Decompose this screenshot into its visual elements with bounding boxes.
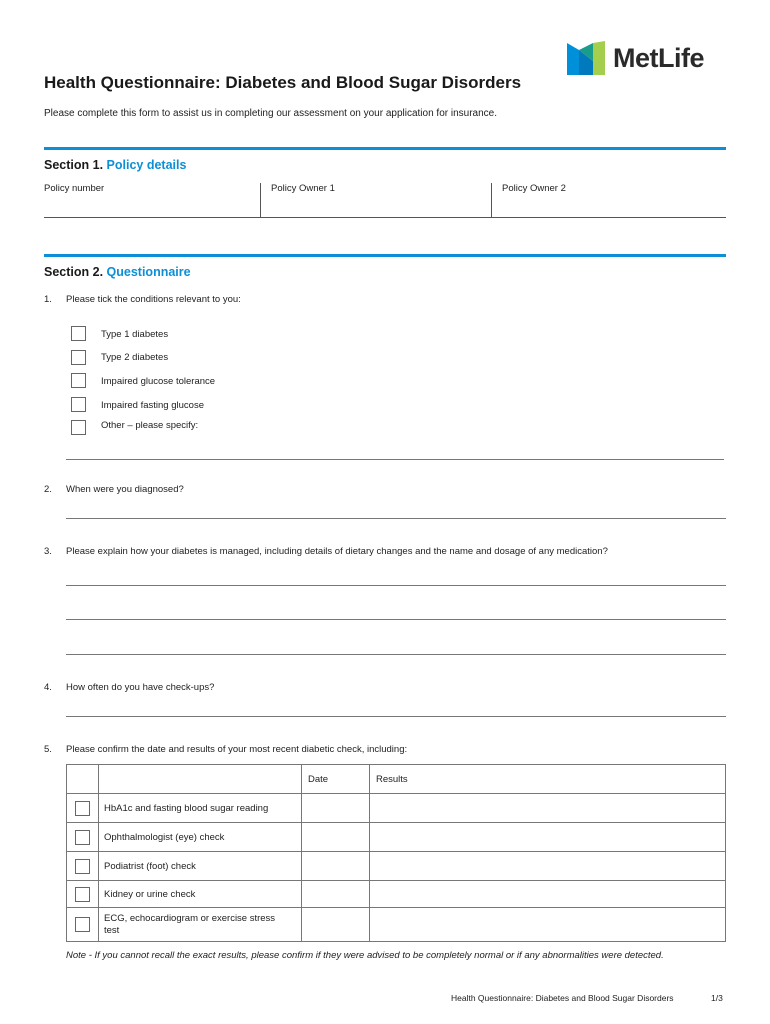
table-cell [67, 852, 99, 881]
table-header-row [67, 765, 726, 794]
other-checkbox[interactable] [71, 420, 86, 435]
q4-text: How often do you have check-ups? [66, 682, 215, 693]
type1-diabetes-label: Type 1 diabetes [101, 329, 169, 340]
page-title: Health Questionnaire: Diabetes and Blood Sugar Disorders [44, 73, 522, 92]
section2-name: Questionnaire [106, 265, 191, 279]
eye-check-date-field[interactable] [302, 823, 370, 852]
type1-diabetes-checkbox[interactable] [71, 326, 86, 341]
q4-answer-field[interactable] [66, 698, 726, 716]
section2-divider [44, 254, 726, 257]
intro-text: Please complete this form to assist us in completing our assessment on your application for insurance. [44, 108, 497, 119]
impaired-fasting-glucose-checkbox[interactable] [71, 397, 86, 412]
q2-answer-field[interactable] [66, 500, 726, 518]
hba1c-results-field[interactable] [370, 794, 726, 823]
other-specify-field[interactable] [66, 440, 724, 459]
kidney-check-results-field[interactable] [370, 881, 726, 908]
answer-line [66, 459, 724, 460]
q3-text: Please explain how your diabetes is managed, including details of dietary changes and the name and dosage of any medication? [66, 546, 608, 557]
type2-diabetes-checkbox[interactable] [71, 350, 86, 365]
policy-owner1-label: Policy Owner 1 [271, 183, 335, 194]
impaired-glucose-tolerance-label: Impaired glucose tolerance [101, 376, 216, 387]
table-cell [67, 794, 99, 823]
q1-number: 1. [44, 294, 52, 305]
table-header-cell [67, 765, 99, 794]
impaired-glucose-tolerance-checkbox[interactable] [71, 373, 86, 388]
ecg-date-field[interactable] [302, 908, 370, 942]
table-cell [67, 823, 99, 852]
kidney-check-date-field[interactable] [302, 881, 370, 908]
section1-bottom-line [44, 217, 726, 218]
table-row [67, 908, 726, 942]
metlife-logo [567, 41, 727, 75]
section2-number: Section 2. [44, 265, 104, 279]
date-header: Date [302, 765, 370, 794]
foot-check-results-field[interactable] [370, 852, 726, 881]
ecg-results-field[interactable] [370, 908, 726, 942]
policy-owner2-field[interactable] [493, 196, 725, 217]
section1-heading [44, 158, 186, 172]
policy-owner1-field[interactable] [262, 196, 490, 217]
answer-line [66, 518, 726, 519]
section1-divider [44, 147, 726, 150]
eye-check-checkbox[interactable] [75, 830, 90, 845]
q4-number: 4. [44, 682, 52, 693]
q3-number: 3. [44, 546, 52, 557]
answer-line [66, 619, 726, 620]
diabetic-check-table [66, 764, 726, 942]
field-separator [491, 183, 492, 218]
type2-diabetes-label: Type 2 diabetes [101, 352, 169, 363]
q1-text: Please tick the conditions relevant to you: [66, 294, 241, 305]
table-header-cell [99, 765, 302, 794]
hba1c-date-field[interactable] [302, 794, 370, 823]
foot-check-checkbox[interactable] [75, 859, 90, 874]
table-row [67, 852, 726, 881]
answer-line [66, 585, 726, 586]
policy-number-field[interactable] [44, 196, 259, 217]
q2-text: When were you diagnosed? [66, 484, 184, 495]
metlife-logo-icon [567, 41, 605, 75]
q3-answer-field[interactable] [66, 565, 726, 655]
q5-number: 5. [44, 744, 52, 755]
hba1c-checkbox[interactable] [75, 801, 90, 816]
field-separator [260, 183, 261, 218]
eye-check-label: Ophthalmologist (eye) check [99, 823, 302, 852]
hba1c-label: HbA1c and fasting blood sugar reading [99, 794, 302, 823]
ecg-label: ECG, echocardiogram or exercise stress test [99, 908, 302, 942]
q5-text: Please confirm the date and results of your most recent diabetic check, including: [66, 744, 408, 755]
table-cell [67, 881, 99, 908]
footer-title: Health Questionnaire: Diabetes and Blood Sugar Disorders [451, 993, 674, 1003]
foot-check-date-field[interactable] [302, 852, 370, 881]
page-number: 1/3 [711, 993, 723, 1003]
answer-line [66, 654, 726, 655]
foot-check-label: Podiatrist (foot) check [99, 852, 302, 881]
answer-line [66, 716, 726, 717]
ecg-checkbox[interactable] [75, 917, 90, 932]
results-header: Results [370, 765, 726, 794]
impaired-fasting-glucose-label: Impaired fasting glucose [101, 400, 204, 411]
q2-number: 2. [44, 484, 52, 495]
kidney-check-checkbox[interactable] [75, 887, 90, 902]
eye-check-results-field[interactable] [370, 823, 726, 852]
policy-number-label: Policy number [44, 183, 105, 194]
other-label: Other – please specify: [101, 420, 199, 431]
table-row [67, 881, 726, 908]
kidney-check-label: Kidney or urine check [99, 881, 302, 908]
section1-name: Policy details [106, 158, 187, 172]
table-row [67, 794, 726, 823]
section1-number: Section 1. [44, 158, 104, 172]
policy-owner2-label: Policy Owner 2 [502, 183, 566, 194]
results-note: Note - If you cannot recall the exact results, please confirm if they were advised to be completely normal or if any abnormalities were detected. [66, 950, 664, 961]
metlife-logo-text: MetLife [613, 42, 704, 73]
table-cell [67, 908, 99, 942]
table-row [67, 823, 726, 852]
section2-heading [44, 265, 191, 279]
